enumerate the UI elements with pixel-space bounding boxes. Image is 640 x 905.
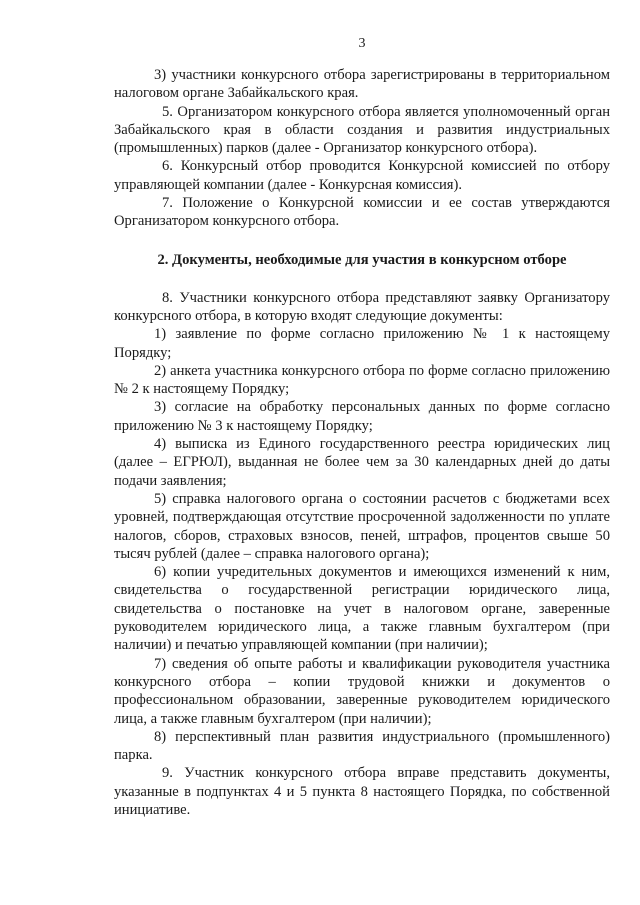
page-number: 3 [358,36,366,51]
list-item: 4) выписка из Единого государственного реестра юридических лиц (далее – ЕГРЮЛ), выданная не более чем за 30 календарных дней до даты подачи заявления; [114,436,610,489]
list-item: 3) согласие на обработку персональных данных по форме согласно приложению № 3 к настоящему Порядку; [114,399,610,434]
list-item: 7) сведения об опыте работы и квалификации руководителя участника конкурсного отбора – копии трудовой книжки и документов о профессиональном образовании, заверенные руководителем юридического лица, а также главным бухгалтером (при наличии); [114,655,610,727]
list-item: 6) копии учредительных документов и имеющихся изменений к ним, свидетельства о государственной регистрации юридического лица, свидетельства о постановке на учет в налоговом органе, заверенные руководителем юридического лица, а также главным бухгалтером (при наличии) и печатью управляющей компании (при наличии); [114,564,610,654]
documents-section [114,289,610,820]
list-item: 5) справка налогового органа о состоянии расчетов с бюджетами всех уровней, подтверждающая отсутствие просроченной задолженности по уплате налогов, сборов, страховых взносов, пеней, штрафов, процентов свыше 50 тысяч рублей (далее – справка налогового органа); [114,490,610,562]
intro-section [114,66,610,231]
section-title: 2. Документы, необходимые для участия в конкурсном отборе [157,251,567,268]
paragraph: 6. Конкурсный отбор проводится Конкурсной комиссией по отбору управляющей компании (далее - Конкурсная комиссия). [114,158,610,193]
paragraph: 3) участники конкурсного отбора зарегистрированы в территориальном налоговом органе Забайкальского края. [114,67,610,102]
paragraph: 9. Участник конкурсного отбора вправе представить документы, указанные в подпунктах 4 и 5 пункта 8 настоящего Порядка, по собственной инициативе. [114,765,610,818]
list-item: 8) перспективный план развития индустриального (промышленного) парка. [114,728,610,764]
list-item: 2) анкета участника конкурсного отбора по форме согласно приложению № 2 к настоящему Порядку; [114,362,610,398]
list-item: 1) заявление по форме согласно приложению № 1 к настоящему Порядку; [114,326,610,361]
paragraph: 5. Организатором конкурсного отбора является уполномоченный орган Забайкальского края в области создания и развития индустриальных (промышленных) парков (далее - Организатор конкурсного отбора). [114,103,610,157]
paragraph: 7. Положение о Конкурсной комиссии и ее состав утверждаются Организатором конкурсного отбора. [114,195,610,230]
paragraph: 8. Участники конкурсного отбора представляют заявку Организатору конкурсного отбора, в которую входят следующие документы: [114,289,610,324]
